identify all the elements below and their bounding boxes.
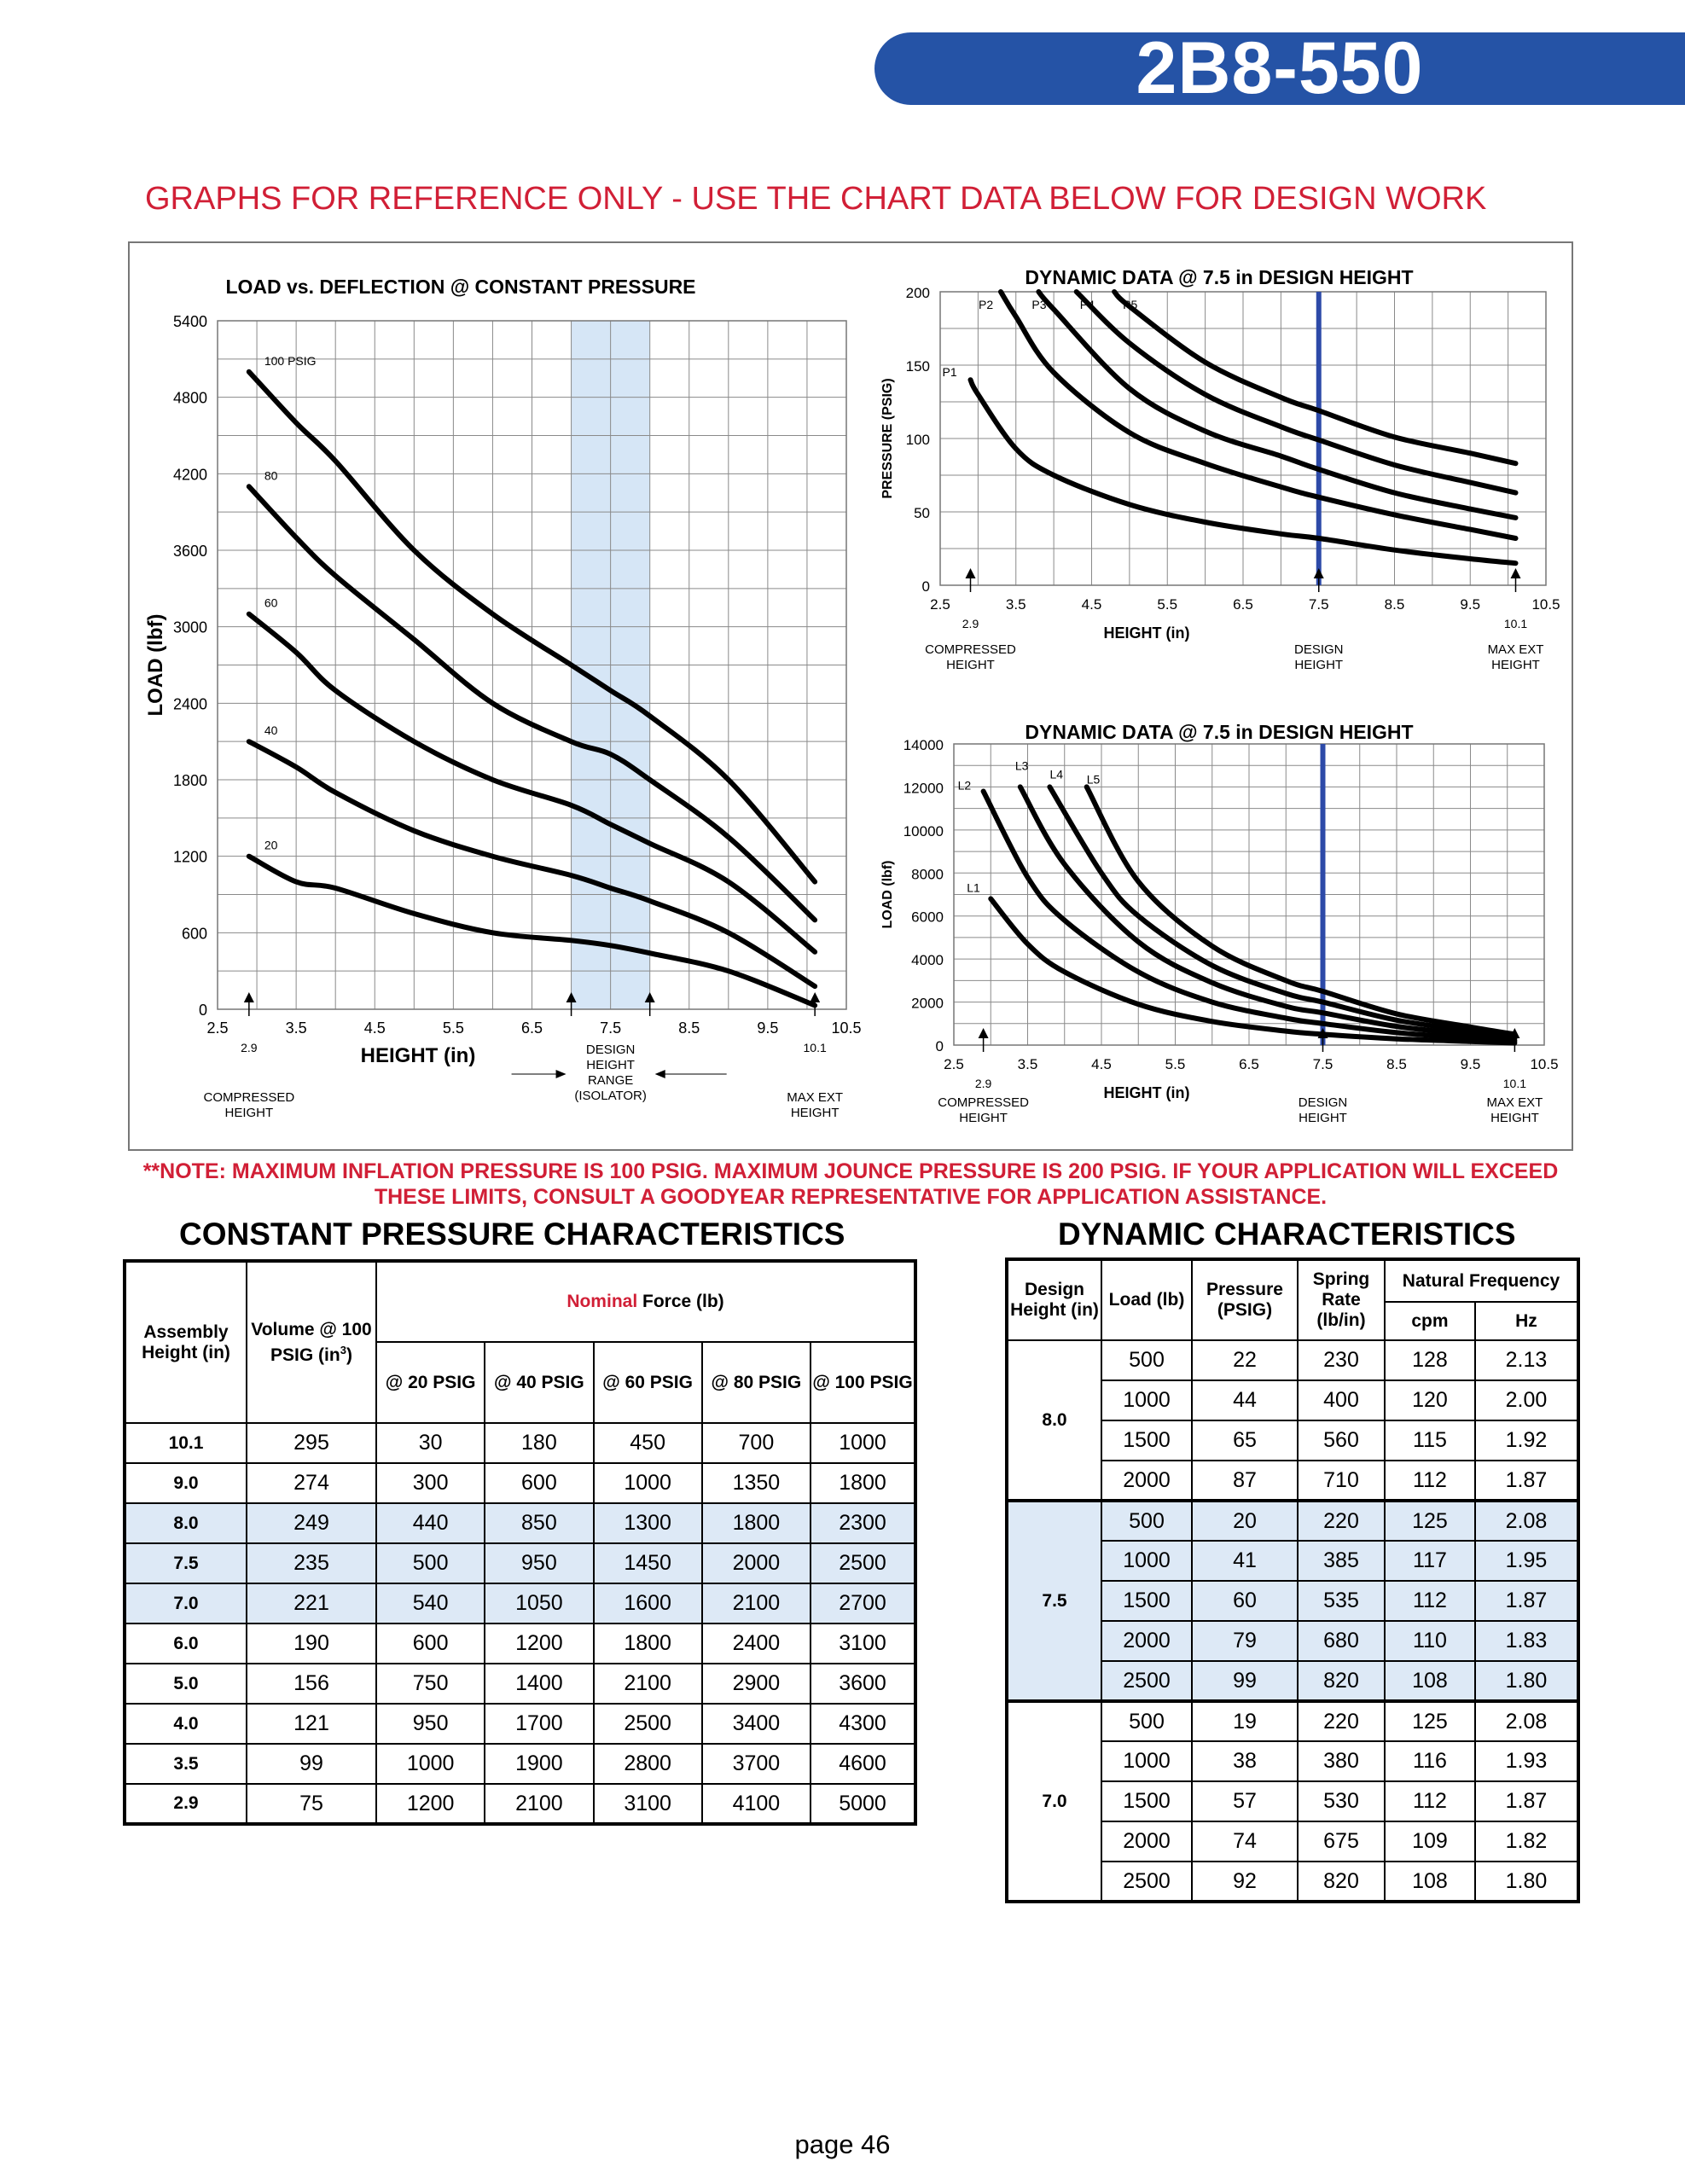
y-tick-label: 3600 <box>172 543 207 560</box>
cpm-cell: 108 <box>1385 1661 1475 1701</box>
psi-60-header: @ 60 PSIG <box>594 1342 702 1423</box>
force-cell: 1200 <box>485 1623 593 1664</box>
chart-grid <box>940 292 1546 585</box>
max-ext-label: MAX EXT <box>787 1090 844 1105</box>
height-cell: 5.0 <box>125 1664 247 1704</box>
constant-pressure-table <box>123 1259 917 1826</box>
cpm-cell: 120 <box>1385 1380 1475 1420</box>
x-tick-label: 7.5 <box>1308 596 1329 613</box>
load-cell: 500 <box>1101 1340 1192 1380</box>
force-cell: 540 <box>376 1583 485 1623</box>
spring-rate-cell: 530 <box>1298 1781 1385 1821</box>
compressed-value: 2.9 <box>241 1041 258 1054</box>
chart-title: DYNAMIC DATA @ 7.5 in DESIGN HEIGHT <box>1025 266 1414 288</box>
max-ext-label: HEIGHT <box>1491 658 1540 672</box>
force-cell: 3700 <box>702 1744 811 1784</box>
force-cell: 440 <box>376 1503 485 1543</box>
table-row <box>1007 1501 1578 1541</box>
volume-cell: 249 <box>247 1503 376 1543</box>
force-cell: 2100 <box>485 1784 593 1824</box>
y-tick-label: 1200 <box>172 848 207 866</box>
y-tick-label: 12000 <box>903 780 944 797</box>
load-cell: 1500 <box>1101 1420 1192 1461</box>
page-title: 2B8-550 <box>1136 27 1424 109</box>
x-tick-label: 5.5 <box>1165 1056 1186 1072</box>
pressure-cell: 19 <box>1192 1701 1298 1741</box>
cpm-cell: 128 <box>1385 1340 1475 1380</box>
max-ext-value: 10.1 <box>1502 1077 1527 1090</box>
compressed-label: COMPRESSED <box>938 1095 1029 1110</box>
spring-rate-cell: 680 <box>1298 1621 1385 1661</box>
compressed-value: 2.9 <box>962 617 979 630</box>
y-tick-label: 5400 <box>172 313 207 330</box>
force-cell: 2700 <box>811 1583 915 1623</box>
y-tick-label: 4800 <box>172 389 207 407</box>
max-ext-value: 10.1 <box>803 1041 827 1054</box>
series-label: P5 <box>1123 298 1138 311</box>
series-label: L4 <box>1049 767 1064 781</box>
height-cell: 9.0 <box>125 1463 247 1503</box>
force-cell: 450 <box>594 1423 702 1463</box>
psi-80-header: @ 80 PSIG <box>702 1342 811 1423</box>
force-cell: 4100 <box>702 1784 811 1824</box>
force-cell: 1300 <box>594 1503 702 1543</box>
pressure-cell: 38 <box>1192 1741 1298 1781</box>
y-tick-label: 3000 <box>172 619 207 636</box>
series-label: L1 <box>967 880 980 895</box>
design-height-cell: 7.0 <box>1007 1701 1101 1902</box>
pressure-cell: 60 <box>1192 1581 1298 1621</box>
y-tick-label: 4200 <box>172 466 207 484</box>
volume-cell: 156 <box>247 1664 376 1704</box>
compressed-arrow-head <box>979 1028 989 1038</box>
x-tick-label: 3.5 <box>285 1019 307 1037</box>
force-cell: 600 <box>376 1623 485 1664</box>
y-tick-label: 0 <box>935 1038 944 1054</box>
x-tick-label: 2.5 <box>944 1056 964 1072</box>
volume-cell: 221 <box>247 1583 376 1623</box>
hz-cell: 2.00 <box>1475 1380 1578 1420</box>
x-axis-label: HEIGHT (in) <box>1103 1084 1190 1101</box>
force-cell: 1000 <box>811 1423 915 1463</box>
load-cell: 2000 <box>1101 1821 1192 1862</box>
force-cell: 30 <box>376 1423 485 1463</box>
table-row <box>125 1664 915 1704</box>
compressed-arrow-head <box>244 992 254 1002</box>
compressed-label: HEIGHT <box>224 1106 274 1120</box>
series-label: 80 <box>264 468 278 483</box>
pressure-cell: 41 <box>1192 1541 1298 1581</box>
psi-100-header: @ 100 PSIG <box>811 1342 915 1423</box>
force-cell: 3100 <box>811 1623 915 1664</box>
height-cell: 10.1 <box>125 1423 247 1463</box>
hz-cell: 1.95 <box>1475 1541 1578 1581</box>
x-tick-label: 10.5 <box>1531 596 1560 613</box>
spring-rate-cell: 560 <box>1298 1420 1385 1461</box>
x-tick-label: 8.5 <box>1386 1056 1407 1072</box>
hz-cell: 1.87 <box>1475 1581 1578 1621</box>
max-ext-label: HEIGHT <box>1490 1111 1539 1125</box>
y-tick-label: 6000 <box>911 909 944 926</box>
table-row <box>125 1543 915 1583</box>
x-tick-label: 3.5 <box>1017 1056 1038 1072</box>
spring-rate-cell: 820 <box>1298 1661 1385 1701</box>
load-header: Load (lb) <box>1101 1259 1192 1340</box>
height-cell: 2.9 <box>125 1784 247 1824</box>
force-cell: 1200 <box>376 1784 485 1824</box>
force-cell: 2100 <box>594 1664 702 1704</box>
x-tick-label: 4.5 <box>1081 596 1102 613</box>
volume-cell: 274 <box>247 1463 376 1503</box>
force-cell: 2500 <box>594 1704 702 1744</box>
series-label: P4 <box>1079 298 1095 311</box>
volume-cell: 121 <box>247 1704 376 1744</box>
design-height-header: Design Height (in) <box>1007 1259 1101 1340</box>
x-tick-label: 8.5 <box>678 1019 700 1037</box>
force-cell: 2500 <box>811 1543 915 1583</box>
volume-header: Volume @ 100 PSIG $(in^3)$ <box>247 1261 376 1423</box>
table-row <box>125 1784 915 1824</box>
y-tick-label: 600 <box>181 925 207 943</box>
series-label: 20 <box>264 838 278 852</box>
spring-rate-cell: 820 <box>1298 1862 1385 1902</box>
cpm-cell: 112 <box>1385 1581 1475 1621</box>
volume-cell: 75 <box>247 1784 376 1824</box>
cpm-cell: 112 <box>1385 1781 1475 1821</box>
height-cell: 4.0 <box>125 1704 247 1744</box>
constant-pressure-title: CONSTANT PRESSURE CHARACTERISTICS <box>179 1217 845 1252</box>
height-cell: 8.0 <box>125 1503 247 1543</box>
hz-cell: 1.82 <box>1475 1821 1578 1862</box>
compressed-label: COMPRESSED <box>203 1090 295 1105</box>
hz-cell: 2.08 <box>1475 1701 1578 1741</box>
y-tick-label: 0 <box>198 1002 207 1019</box>
cpm-cell: 117 <box>1385 1541 1475 1581</box>
pressure-cell: 99 <box>1192 1661 1298 1701</box>
y-tick-label: 200 <box>905 285 930 301</box>
compressed-arrow-head <box>966 568 976 578</box>
load-cell: 1500 <box>1101 1781 1192 1821</box>
force-cell: 1000 <box>594 1463 702 1503</box>
force-cell: 500 <box>376 1543 485 1583</box>
force-cell: 1000 <box>376 1744 485 1784</box>
x-tick-label: 10.5 <box>1530 1056 1559 1072</box>
design-range-label: (ISOLATOR) <box>574 1089 647 1103</box>
pressure-cell: 79 <box>1192 1621 1298 1661</box>
design-range-label: DESIGN <box>585 1043 636 1057</box>
chart-title: DYNAMIC DATA @ 7.5 in DESIGN HEIGHT <box>1025 721 1414 743</box>
force-cell: 300 <box>376 1463 485 1503</box>
force-cell: 1450 <box>594 1543 702 1583</box>
force-cell: 5000 <box>811 1784 915 1824</box>
load-cell: 500 <box>1101 1501 1192 1541</box>
cpm-cell: 116 <box>1385 1741 1475 1781</box>
table-row <box>125 1503 915 1543</box>
spring-rate-cell: 400 <box>1298 1380 1385 1420</box>
cpm-cell: 125 <box>1385 1501 1475 1541</box>
force-cell: 3100 <box>594 1784 702 1824</box>
series-label: L2 <box>957 778 972 793</box>
series-label: P2 <box>979 298 994 311</box>
cpm-cell: 112 <box>1385 1461 1475 1501</box>
limits-note-line-2: THESE LIMITS, CONSULT A GOODYEAR REPRESENTATIVE FOR APPLICATION ASSISTANCE. <box>374 1185 1328 1209</box>
x-tick-label: 2.5 <box>930 596 950 613</box>
assembly-height-header: Assembly Height (in) <box>125 1261 247 1423</box>
table-row <box>125 1704 915 1744</box>
dynamic-pressure-chart <box>866 241 1573 695</box>
force-cell: 850 <box>485 1503 593 1543</box>
x-tick-label: 9.5 <box>1460 596 1481 613</box>
pressure-cell: 57 <box>1192 1781 1298 1821</box>
design-range-label: RANGE <box>587 1073 634 1088</box>
force-cell: 3600 <box>811 1664 915 1704</box>
nominal-force-header: Nominal Force (lb) <box>376 1261 915 1342</box>
series-label: P3 <box>1031 298 1047 311</box>
reference-note: GRAPHS FOR REFERENCE ONLY - USE THE CHART DATA BELOW FOR DESIGN WORK <box>145 181 1487 217</box>
load-cell: 2000 <box>1101 1461 1192 1501</box>
force-cell: 2800 <box>594 1744 702 1784</box>
force-cell: 1800 <box>811 1463 915 1503</box>
hz-header: Hz <box>1475 1302 1578 1340</box>
volume-cell: 295 <box>247 1423 376 1463</box>
spring-rate-cell: 220 <box>1298 1701 1385 1741</box>
range-pointer-right-head <box>655 1070 665 1078</box>
force-cell: 4300 <box>811 1704 915 1744</box>
hz-cell: 1.92 <box>1475 1420 1578 1461</box>
x-tick-label: 4.5 <box>363 1019 386 1037</box>
x-tick-label: 7.5 <box>600 1019 622 1037</box>
force-cell: 950 <box>485 1543 593 1583</box>
max-ext-value: 10.1 <box>1503 617 1528 630</box>
force-cell: 950 <box>376 1704 485 1744</box>
design-label: DESIGN <box>1298 1095 1348 1110</box>
x-tick-label: 5.5 <box>442 1019 464 1037</box>
force-cell: 3400 <box>702 1704 811 1744</box>
height-cell: 6.0 <box>125 1623 247 1664</box>
compressed-value: 2.9 <box>974 1077 992 1090</box>
force-cell: 1900 <box>485 1744 593 1784</box>
y-axis-label: PRESSURE (PSIG) <box>880 378 895 499</box>
force-cell: 1700 <box>485 1704 593 1744</box>
design-arrow-head <box>1314 568 1324 578</box>
series-label: 60 <box>264 595 278 610</box>
force-cell: 180 <box>485 1423 593 1463</box>
spring-rate-cell: 385 <box>1298 1541 1385 1581</box>
volume-cell: 190 <box>247 1623 376 1664</box>
hz-cell: 1.83 <box>1475 1621 1578 1661</box>
load-cell: 1000 <box>1101 1541 1192 1581</box>
height-cell: 3.5 <box>125 1744 247 1784</box>
cpm-cell: 109 <box>1385 1821 1475 1862</box>
force-cell: 2300 <box>811 1503 915 1543</box>
x-tick-label: 9.5 <box>757 1019 779 1037</box>
table-row <box>1007 1701 1578 1741</box>
hz-cell: 2.13 <box>1475 1340 1578 1380</box>
force-cell: 600 <box>485 1463 593 1503</box>
force-cell: 1600 <box>594 1583 702 1623</box>
force-cell: 700 <box>702 1423 811 1463</box>
max-ext-arrow-head <box>1511 568 1521 578</box>
pressure-cell: 65 <box>1192 1420 1298 1461</box>
design-height-cell: 7.5 <box>1007 1501 1101 1701</box>
cpm-cell: 110 <box>1385 1621 1475 1661</box>
x-tick-label: 3.5 <box>1005 596 1026 613</box>
range-pointer-left-head <box>556 1070 567 1078</box>
cpm-cell: 108 <box>1385 1862 1475 1902</box>
series-label: L3 <box>1014 758 1029 773</box>
load-cell: 500 <box>1101 1701 1192 1741</box>
design-label: DESIGN <box>1293 642 1344 657</box>
hz-cell: 1.80 <box>1475 1661 1578 1701</box>
y-tick-label: 2400 <box>172 695 207 713</box>
cpm-header: cpm <box>1385 1302 1475 1340</box>
series-label: P1 <box>942 365 957 380</box>
x-tick-label: 6.5 <box>1233 596 1253 613</box>
table-row <box>125 1744 915 1784</box>
spring-rate-cell: 675 <box>1298 1821 1385 1862</box>
force-cell: 750 <box>376 1664 485 1704</box>
x-tick-label: 8.5 <box>1384 596 1405 613</box>
y-tick-label: 8000 <box>911 866 944 883</box>
load-cell: 1000 <box>1101 1741 1192 1781</box>
psi-20-header: @ 20 PSIG <box>376 1342 485 1423</box>
force-cell: 1800 <box>594 1623 702 1664</box>
pressure-cell: 92 <box>1192 1862 1298 1902</box>
x-tick-label: 6.5 <box>1239 1056 1259 1072</box>
max-ext-arrow-head <box>810 992 820 1002</box>
x-tick-label: 5.5 <box>1157 596 1178 613</box>
y-tick-label: 1800 <box>172 772 207 789</box>
load-cell: 2500 <box>1101 1862 1192 1902</box>
pressure-cell: 22 <box>1192 1340 1298 1380</box>
force-cell: 4600 <box>811 1744 915 1784</box>
y-axis-label: LOAD (lbf) <box>880 860 895 929</box>
load-cell: 2500 <box>1101 1661 1192 1701</box>
y-tick-label: 10000 <box>903 822 944 839</box>
load-cell: 1000 <box>1101 1380 1192 1420</box>
natural-frequency-header: Natural Frequency <box>1385 1259 1578 1302</box>
spring-rate-cell: 230 <box>1298 1340 1385 1380</box>
height-cell: 7.0 <box>125 1583 247 1623</box>
spring-rate-header: Spring Rate (lb/in) <box>1298 1259 1385 1340</box>
y-tick-label: 2000 <box>911 995 944 1012</box>
volume-cell: 99 <box>247 1744 376 1784</box>
table-row <box>125 1583 915 1623</box>
x-tick-label: 9.5 <box>1460 1056 1481 1072</box>
height-cell: 7.5 <box>125 1543 247 1583</box>
x-tick-label: 4.5 <box>1091 1056 1112 1072</box>
max-ext-label: MAX EXT <box>1487 642 1544 657</box>
series-label: 40 <box>264 723 278 738</box>
table-row <box>1007 1340 1578 1380</box>
cpm-cell: 115 <box>1385 1420 1475 1461</box>
design-label: HEIGHT <box>1299 1111 1347 1125</box>
max-ext-label: HEIGHT <box>790 1106 840 1120</box>
x-tick-label: 6.5 <box>520 1019 543 1037</box>
force-cell: 1400 <box>485 1664 593 1704</box>
compressed-label: HEIGHT <box>959 1111 1008 1125</box>
chart-grid <box>954 744 1544 1045</box>
y-tick-label: 0 <box>921 578 930 595</box>
limits-note-line-1: **NOTE: MAXIMUM INFLATION PRESSURE IS 100 PSIG. MAXIMUM JOUNCE PRESSURE IS 200 PSIG. IF YOUR APPLICATION WILL EXCEED <box>142 1159 1559 1183</box>
spring-rate-cell: 380 <box>1298 1741 1385 1781</box>
compressed-label: HEIGHT <box>946 658 995 672</box>
spring-rate-cell: 535 <box>1298 1581 1385 1621</box>
force-cell: 2400 <box>702 1623 811 1664</box>
force-cell: 2900 <box>702 1664 811 1704</box>
compressed-label: COMPRESSED <box>925 642 1016 657</box>
volume-cell: 235 <box>247 1543 376 1583</box>
load-cell: 2000 <box>1101 1621 1192 1661</box>
x-axis-label: HEIGHT (in) <box>1103 624 1190 642</box>
spring-rate-cell: 710 <box>1298 1461 1385 1501</box>
x-tick-label: 2.5 <box>206 1019 229 1037</box>
hz-cell: 2.08 <box>1475 1501 1578 1541</box>
spring-rate-cell: 220 <box>1298 1501 1385 1541</box>
dynamic-characteristics-title: DYNAMIC CHARACTERISTICS <box>1058 1217 1516 1252</box>
pressure-cell: 74 <box>1192 1821 1298 1862</box>
series-label: 100 PSIG <box>264 353 317 368</box>
x-tick-label: 7.5 <box>1312 1056 1333 1072</box>
chart-title: LOAD vs. DEFLECTION @ CONSTANT PRESSURE <box>225 276 696 298</box>
cpm-cell: 125 <box>1385 1701 1475 1741</box>
y-axis-label: LOAD (lbf) <box>144 613 167 717</box>
dynamic-characteristics-table <box>1005 1258 1580 1903</box>
force-cell: 2000 <box>702 1543 811 1583</box>
max-ext-label: MAX EXT <box>1486 1095 1543 1110</box>
pressure-cell: 87 <box>1192 1461 1298 1501</box>
force-cell: 2100 <box>702 1583 811 1623</box>
design-label: HEIGHT <box>1294 658 1344 672</box>
y-tick-label: 150 <box>905 358 930 375</box>
psi-40-header: @ 40 PSIG <box>485 1342 593 1423</box>
load-cell: 1500 <box>1101 1581 1192 1621</box>
force-cell: 1050 <box>485 1583 593 1623</box>
y-tick-label: 4000 <box>911 952 944 969</box>
hz-cell: 1.87 <box>1475 1781 1578 1821</box>
dynamic-load-chart <box>866 695 1573 1151</box>
table-row <box>125 1463 915 1503</box>
table-row <box>125 1423 915 1463</box>
y-tick-label: 14000 <box>903 737 944 753</box>
hz-cell: 1.93 <box>1475 1741 1578 1781</box>
series-line <box>1020 787 1515 1038</box>
limits-note <box>128 1159 1573 1210</box>
y-tick-label: 100 <box>905 432 930 448</box>
page-number: page 46 <box>794 2129 891 2159</box>
hz-cell: 1.80 <box>1475 1862 1578 1902</box>
force-cell: 1800 <box>702 1503 811 1543</box>
force-cell: 1350 <box>702 1463 811 1503</box>
table-row <box>125 1623 915 1664</box>
pressure-header: Pressure (PSIG) <box>1192 1259 1298 1340</box>
x-tick-label: 10.5 <box>831 1019 862 1037</box>
series-label: L5 <box>1086 772 1101 787</box>
pressure-cell: 20 <box>1192 1501 1298 1541</box>
pressure-cell: 44 <box>1192 1380 1298 1420</box>
x-axis-label: HEIGHT (in) <box>360 1044 476 1067</box>
load-deflection-chart <box>128 241 866 1151</box>
hz-cell: 1.87 <box>1475 1461 1578 1501</box>
design-range-label: HEIGHT <box>586 1058 635 1072</box>
design-height-cell: 8.0 <box>1007 1340 1101 1501</box>
y-tick-label: 50 <box>914 505 930 521</box>
